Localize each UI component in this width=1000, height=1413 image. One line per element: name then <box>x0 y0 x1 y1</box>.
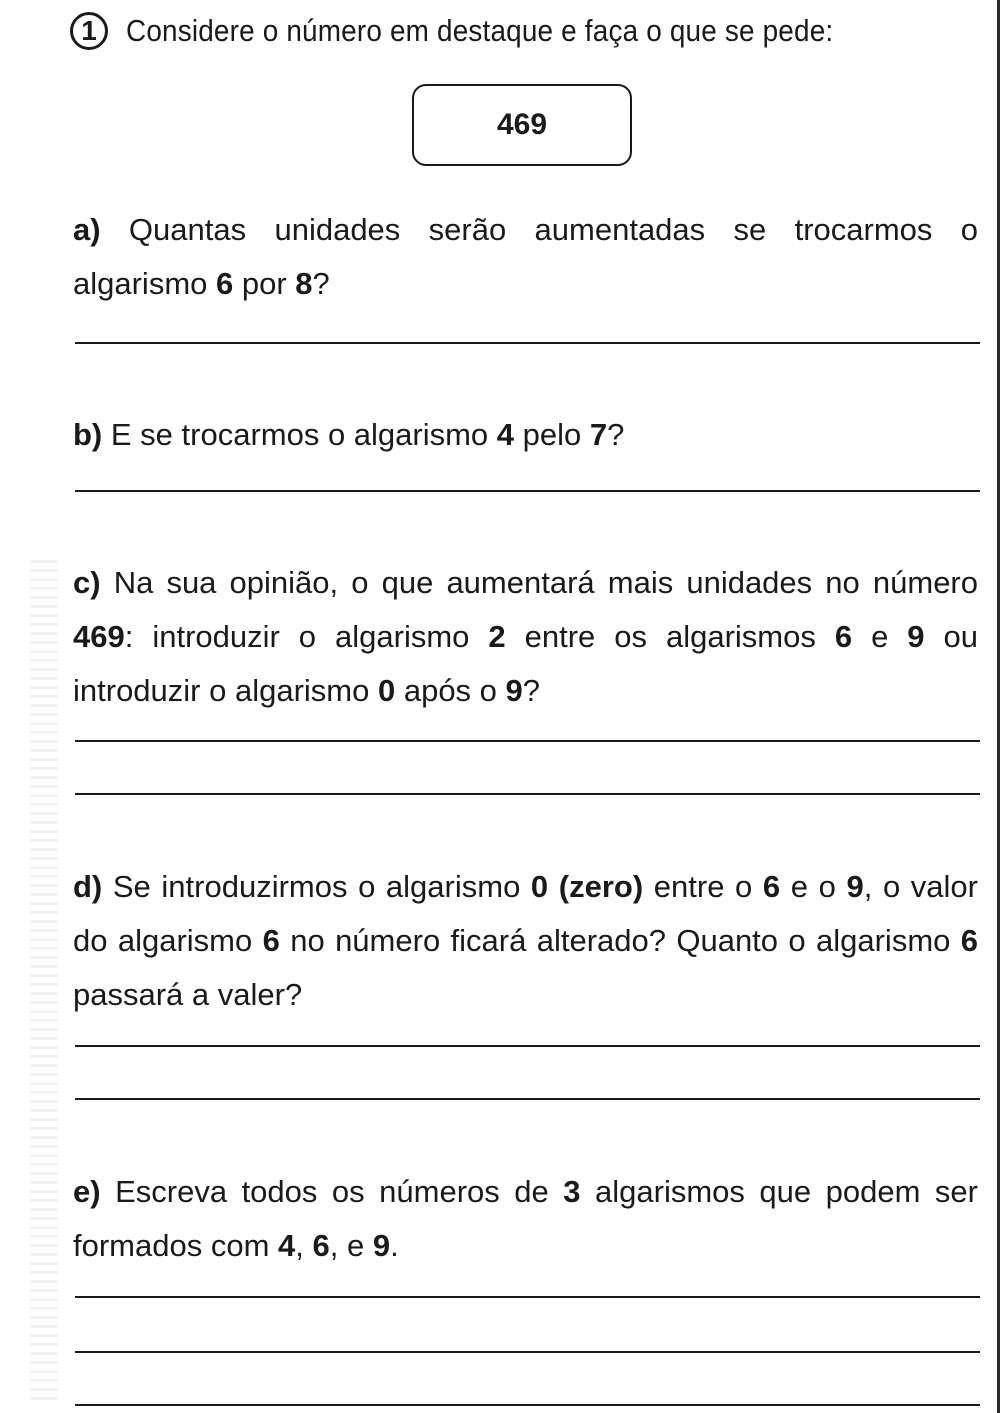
question-c-digit: 0 <box>377 673 396 708</box>
question-b <box>73 408 978 462</box>
question-e-text: algarismos que podem ser formados com <box>73 1174 978 1263</box>
question-e-digit: 4 <box>278 1228 296 1263</box>
question-e <box>73 1165 978 1273</box>
question-d-digit: 6 <box>762 869 781 904</box>
question-d-digit: 6 <box>262 923 280 958</box>
question-d-digit: 6 <box>960 923 979 958</box>
exercise-header <box>70 12 912 50</box>
answer-line-a1[interactable] <box>75 342 980 344</box>
highlighted-number-box <box>412 84 632 166</box>
question-d-text: , o valor do algarismo <box>73 869 978 958</box>
question-a-text: por <box>233 266 296 301</box>
answer-line-e2[interactable] <box>75 1351 980 1353</box>
exercise-number-badge: 1 <box>70 12 108 50</box>
question-c-text: e <box>852 619 908 654</box>
question-d-text: Se introduzirmos o algarismo <box>102 869 531 904</box>
question-d-text: e o <box>780 869 847 904</box>
answer-line-e1[interactable] <box>75 1296 980 1298</box>
question-e-text: , <box>295 1228 313 1263</box>
answer-line-d2[interactable] <box>75 1098 980 1100</box>
answer-line-c2[interactable] <box>75 793 980 795</box>
question-c-text: Na sua opinião, o que aumentará mais unidades no número <box>100 565 978 600</box>
question-d-text: no número ficará alterado? Quanto o algarismo <box>279 923 961 958</box>
question-c-digit: 2 <box>488 619 506 654</box>
scan-noise <box>30 560 58 1400</box>
question-c-digit: 9 <box>907 619 925 654</box>
question-c-text: ou introduzir o algarismo <box>73 619 979 708</box>
question-d-digit: 9 <box>846 869 864 904</box>
question-a-digit: 6 <box>216 266 234 301</box>
question-d-digit: 0 (zero) <box>530 869 644 904</box>
question-b-digit: 7 <box>589 417 608 452</box>
question-b-text: E se trocarmos o algarismo <box>102 417 497 452</box>
question-e-label: e) <box>73 1174 101 1209</box>
question-c-text: : introduzir o algarismo <box>124 619 489 654</box>
question-e-text: , e <box>329 1228 373 1263</box>
question-b-text: pelo <box>514 417 590 452</box>
question-e-digit: 3 <box>563 1174 581 1209</box>
question-c <box>73 556 978 718</box>
answer-line-b1[interactable] <box>75 490 980 492</box>
question-a-digit: 8 <box>295 266 313 301</box>
question-e-text: . <box>390 1228 399 1263</box>
question-c-text: ? <box>522 673 541 708</box>
question-c-digit: 9 <box>505 673 523 708</box>
exercise-title: Considere o número em destaque e faça o que se pede: <box>126 13 834 48</box>
answer-line-c1[interactable] <box>75 740 980 742</box>
question-b-digit: 4 <box>496 417 515 452</box>
question-e-text: Escreva todos os números de <box>100 1174 564 1209</box>
question-b-label: b) <box>73 417 103 452</box>
question-e-digit: 6 <box>312 1228 330 1263</box>
highlighted-number: 469 <box>496 108 548 141</box>
question-d-label: d) <box>73 869 103 904</box>
question-a <box>73 203 978 311</box>
question-c-number: 469 <box>73 619 125 654</box>
question-d <box>73 860 978 1022</box>
question-c-digit: 6 <box>834 619 853 654</box>
question-a-label: a) <box>73 212 101 247</box>
question-a-text: Quantas unidades serão aumentadas se trocarmos o algarismo <box>73 212 978 301</box>
question-a-text: ? <box>312 266 330 301</box>
question-c-text: após o <box>395 673 506 708</box>
question-d-text: entre o <box>643 869 763 904</box>
answer-line-d1[interactable] <box>75 1045 980 1047</box>
question-e-digit: 9 <box>372 1228 391 1263</box>
question-d-text: passará a valer? <box>73 977 303 1012</box>
question-c-text: entre os algarismos <box>505 619 835 654</box>
answer-line-e3[interactable] <box>75 1404 980 1406</box>
question-b-text: ? <box>607 417 625 452</box>
question-c-label: c) <box>73 565 101 600</box>
